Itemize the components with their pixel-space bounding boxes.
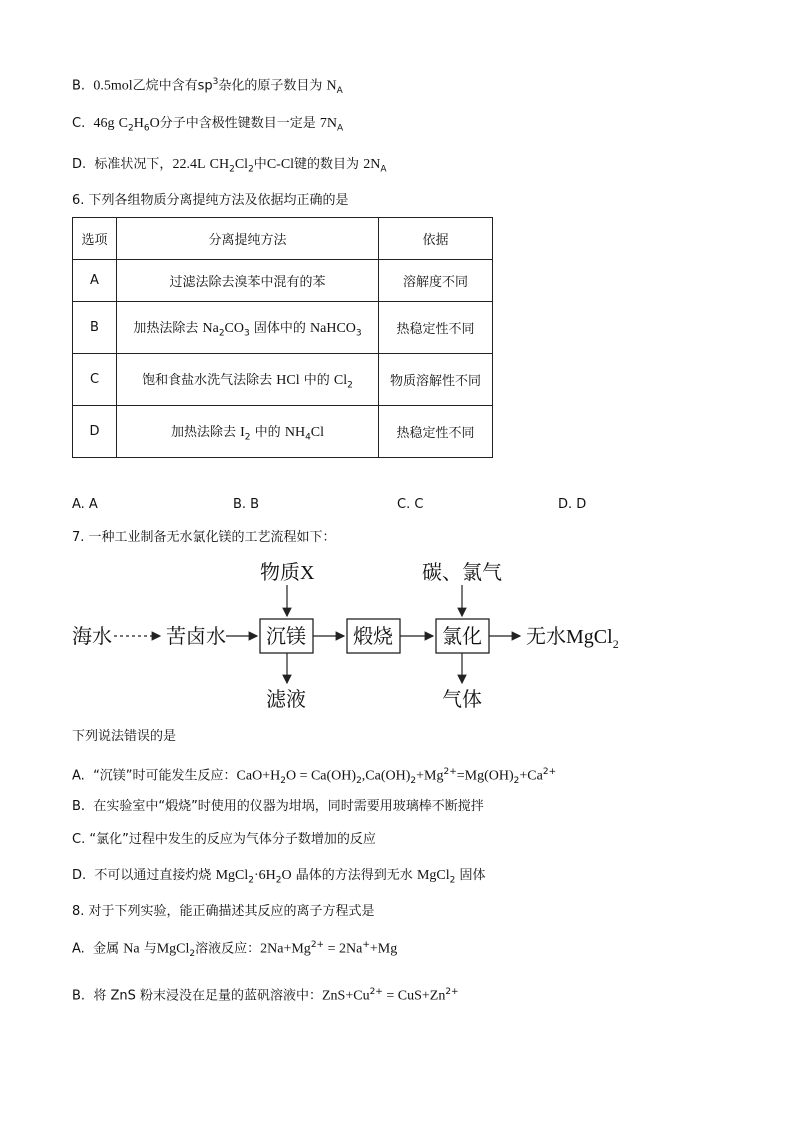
table-row — [73, 354, 493, 406]
reagent-x-label: 物质X — [260, 562, 315, 584]
table-header-row — [73, 218, 493, 260]
calcine-box — [347, 619, 400, 653]
reagent-carbon-chlorine-label: 碳、氯气 — [422, 562, 502, 584]
chlorinate-label: 氯化 — [442, 626, 482, 648]
table-cell: 溶解度不同 — [379, 260, 493, 302]
table-cell: 饱和食盐水洗气法除去 HCl 中的 $Cl_2$ — [117, 354, 379, 406]
q6-answer-d: D. D — [558, 497, 587, 512]
q6-options-table — [72, 217, 493, 458]
q7-option-b: B. 在实验室中“煅烧”时使用的仪器为坩埚，同时需要用玻璃棒不断搅拌 — [72, 799, 484, 814]
q6-answer-c: C. C — [397, 497, 424, 512]
table-cell: B — [73, 302, 117, 354]
table-cell: C — [73, 354, 117, 406]
table-cell: 加热法除去 $I_2$ 中的 $NH_4Cl$ — [117, 406, 379, 458]
q7-sub-stem: 下列说法错误的是 — [72, 729, 177, 744]
table-cell: D — [73, 406, 117, 458]
precipitate-mg-label: 沉镁 — [266, 626, 306, 648]
q7-option-a: A. “沉镁”时可能发生反应：$CaO+H_2O = Ca(OH)_2,Ca(OH)_2+Mg^{2+}=Mg(OH)_2+Ca^{2+}$ — [72, 767, 557, 786]
brine-label: 苦卤水 — [166, 626, 226, 648]
q8-stem: 8. 对于下列实验，能正确描述其反应的离子方程式是 — [72, 904, 375, 919]
q5-option-b: B. 0.5mol乙烷中含有$sp^3$杂化的原子数目为 $N_A$ — [72, 77, 343, 96]
q7-option-c: C. “氯化”过程中发生的反应为气体分子数增加的反应 — [72, 832, 376, 847]
q6-answer-b: B. B — [233, 497, 260, 512]
q8-option-b: B. 将 ZnS 粉末浸没在足量的蓝矾溶液中：$ZnS+Cu^{2+} = CuS+Zn^{2+}$ — [72, 987, 459, 1004]
product-label: 无水MgCl$_2$ — [526, 626, 619, 651]
table-cell: 过滤法除去溴苯中混有的苯 — [117, 260, 379, 302]
table-row — [73, 406, 493, 458]
table-cell: 热稳定性不同 — [379, 406, 493, 458]
table-cell: 热稳定性不同 — [379, 302, 493, 354]
q5-option-c: C. 46g $C_2H_6O$分子中含极性键数目一定是 $7N_A$ — [72, 116, 344, 134]
table-cell: 加热法除去 $Na_2CO_3$ 固体中的 NaHCO$_3$ — [117, 302, 379, 354]
gas-label: 气体 — [442, 689, 482, 711]
table-header-cell: 分离提纯方法 — [117, 218, 379, 260]
q7-stem: 7. 一种工业制备无水氯化镁的工艺流程如下： — [72, 530, 336, 545]
chlorinate-box — [436, 619, 489, 653]
q5-option-d: D. 标准状况下，22.4L $CH_2Cl_2$中C-Cl键的数目为 $2N_A$ — [72, 157, 387, 175]
table-header-cell: 依据 — [379, 218, 493, 260]
table-row — [73, 260, 493, 302]
calcine-label: 煅烧 — [353, 626, 393, 648]
table-row — [73, 302, 493, 354]
filtrate-label: 滤液 — [266, 689, 306, 711]
precipitate-box — [260, 619, 313, 653]
q6-answer-a: A. A — [72, 497, 98, 512]
seawater-label: 海水 — [72, 626, 112, 648]
table-cell: 物质溶解性不同 — [379, 354, 493, 406]
q7-option-d: D. 不可以通过直接灼烧 $MgCl_2\cdot 6H_2O$ 晶体的方法得到无水 MgCl$_2$ 固体 — [72, 868, 486, 886]
q6-stem: 6. 下列各组物质分离提纯方法及依据均正确的是 — [72, 193, 349, 208]
table-header-cell: 选项 — [73, 218, 117, 260]
table-cell: A — [73, 260, 117, 302]
q8-option-a: A. 金属 Na 与MgCl$_2$溶液反应：$2Na+Mg^{2+} = 2Na^++Mg$ — [72, 940, 398, 959]
